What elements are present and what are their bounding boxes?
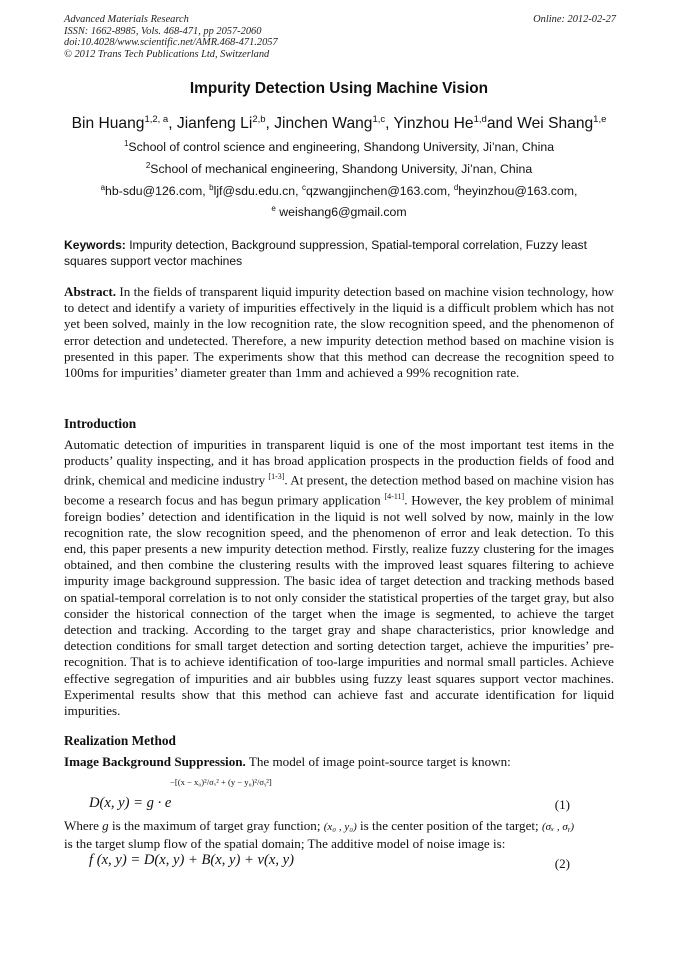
abstract-label: Abstract. — [64, 284, 116, 299]
equation-2-number: (2) — [554, 856, 570, 871]
abstract-block — [64, 284, 614, 381]
subsection-heading: Image Background Suppression. — [64, 754, 246, 769]
intro-text: . At present, the detection method based on machine vision has become a research focus and has begun primary application — [64, 472, 614, 508]
author-separator: , — [168, 115, 177, 133]
email-address[interactable]: hb-sdu@126.com, — [105, 184, 210, 199]
subsection-text: The model of image point-source target is known: — [245, 754, 511, 769]
where-text: is the center position of the target; — [356, 818, 542, 833]
email-address[interactable]: ljf@sdu.edu.cn, — [213, 184, 302, 199]
author-affiliation-mark: 1,d — [473, 114, 487, 125]
email-mark: c — [301, 183, 306, 192]
paper-title: Impurity Detection Using Machine Vision — [189, 80, 489, 97]
symbol-g: g — [102, 818, 109, 833]
email-mark: b — [209, 183, 214, 192]
email-line-2 — [0, 204, 678, 219]
author-separator: , — [265, 115, 275, 133]
email-mark: e — [271, 204, 276, 213]
author-name: Wei Shang — [517, 115, 594, 133]
where-text: Where — [64, 818, 103, 833]
symbol-center: (x₀ , y₀) — [323, 821, 357, 833]
introduction-heading: Introduction — [64, 416, 137, 431]
keywords-text: Impurity detection, Background suppression, Spatial-temporal correlation, Fuzzy least squares support vector machines — [64, 238, 587, 268]
citation-ref[interactable]: [4-11] — [384, 491, 405, 501]
header-journal-name: Advanced Materials Research — [64, 14, 189, 25]
email-mark: d — [453, 183, 459, 192]
author-affiliation-mark: 2,b — [252, 114, 266, 125]
email-address[interactable]: qzwangjinchen@163.com, — [305, 184, 454, 199]
email-address[interactable]: heyinzhou@163.com, — [458, 184, 578, 199]
header-doi: doi:10.4028/www.scientific.net/AMR.468-471.2057 — [64, 37, 278, 49]
realization-heading: Realization Method — [64, 733, 176, 748]
author-list — [0, 114, 678, 133]
author-and: and — [486, 115, 518, 133]
author-affiliation-mark: 1,c — [372, 114, 386, 125]
equation-1-number: (1) — [554, 797, 570, 812]
affiliation-1 — [0, 139, 678, 154]
author-separator: , — [385, 115, 394, 133]
online-date: Online: 2012-02-27 — [533, 14, 616, 25]
affiliation-mark: 2 — [145, 161, 151, 170]
equation-1-exponent: −[(x − x₀)²/σₓ² + (y − y₀)²/σᵧ²] — [170, 777, 272, 787]
email-line-1 — [0, 183, 678, 198]
affiliation-text: School of control science and engineering, Shandong University, Ji’nan, China — [128, 140, 555, 155]
abstract-text: In the fields of transparent liquid impurity detection based on machine vision technology, how to detect and identify a variety of impurities effectively in the liquid is a difficult problem which has not yet been solved, mainly in the low recognition rate, the slow recognition speed, and the phenomenon of error detection and undetected. Therefore, a new impurity detection method based on machine vision is presented in this paper. The experiments show that this method can decrease the recognition speed to 100ms for impurities’ diameter greater than 1mm and achieved a 99% recognition rate. — [64, 284, 614, 381]
author-name: Yinzhou He — [393, 115, 474, 133]
equation-2: f (x, y) = D(x, y) + B(x, y) + v(x, y) — [89, 852, 294, 868]
affiliation-mark: 1 — [123, 139, 129, 148]
where-text: is the maximum of target gray function; — [108, 818, 324, 833]
equation-1-lhs: D(x, y) = g · e — [89, 795, 172, 811]
affiliation-2 — [0, 161, 678, 176]
background-suppression-intro — [64, 754, 614, 770]
keywords-label: Keywords: — [64, 238, 126, 252]
email-mark: a — [100, 183, 106, 192]
affiliation-text: School of mechanical engineering, Shandong University, Ji’nan, China — [150, 162, 533, 177]
author-name: Bin Huang — [71, 115, 145, 133]
keywords-block — [64, 238, 614, 269]
symbol-sigma: (σₓ , σᵧ) — [541, 821, 575, 833]
email-address[interactable]: weishang6@gmail.com — [275, 205, 407, 220]
citation-ref[interactable]: [1-3] — [268, 472, 285, 482]
journal-header — [64, 14, 278, 60]
author-affiliation-mark: 1,e — [593, 114, 607, 125]
intro-text: . However, the key problem of minimal foreign bodies’ detection and identification in the liquid is not well solved by now, mainly in the low recognition rate, the slow recognition speed, and the phenomenon of error and leak detection. To this end, this paper presents a new impurity detection method. Firstly, realize fuzzy clustering for the images obtained, and then combine the clustering results with the improved least squares filtering to achieve impurity image background suppression. The basic idea of target detection and tracking methods based on spatial-temporal correlation is to not only consider the statistical properties of the target gray, but also consider the historical connection of the target when the image is segmented, to achieve the target detection and tracking. According to the target gray and shape characteristics, prior knowledge and detection conditions for small target detection and sorting detection target, achieve the impurities’ pre-recognition. That is to achieve identification of too-large impurities and normal small particles. Achieve effective segregation of impurities and air bubbles using fuzzy least squares support vector machines. Experimental results show that this method can achieve fast and accurate identification for liquid impurities. — [64, 492, 614, 718]
where-line-2: is the target slump flow of the spatial domain; The additive model of noise image is: — [64, 836, 506, 851]
author-affiliation-mark: 1,2, a — [144, 114, 169, 125]
introduction-body — [64, 437, 614, 719]
intro-text: Automatic detection of impurities in transparent liquid is one of the most important test items in the products’ quality inspecting, and it has broad application prospects in the production fields of food and drink, chemical and medicine industry — [64, 437, 614, 488]
header-copyright: © 2012 Trans Tech Publications Ltd, Switzerland — [64, 48, 270, 60]
header-issn: ISSN: 1662-8985, Vols. 468-471, pp 2057-2060 — [64, 25, 262, 37]
author-name: Jianfeng Li — [176, 115, 253, 133]
author-name: Jinchen Wang — [274, 115, 373, 133]
where-line — [64, 818, 614, 835]
